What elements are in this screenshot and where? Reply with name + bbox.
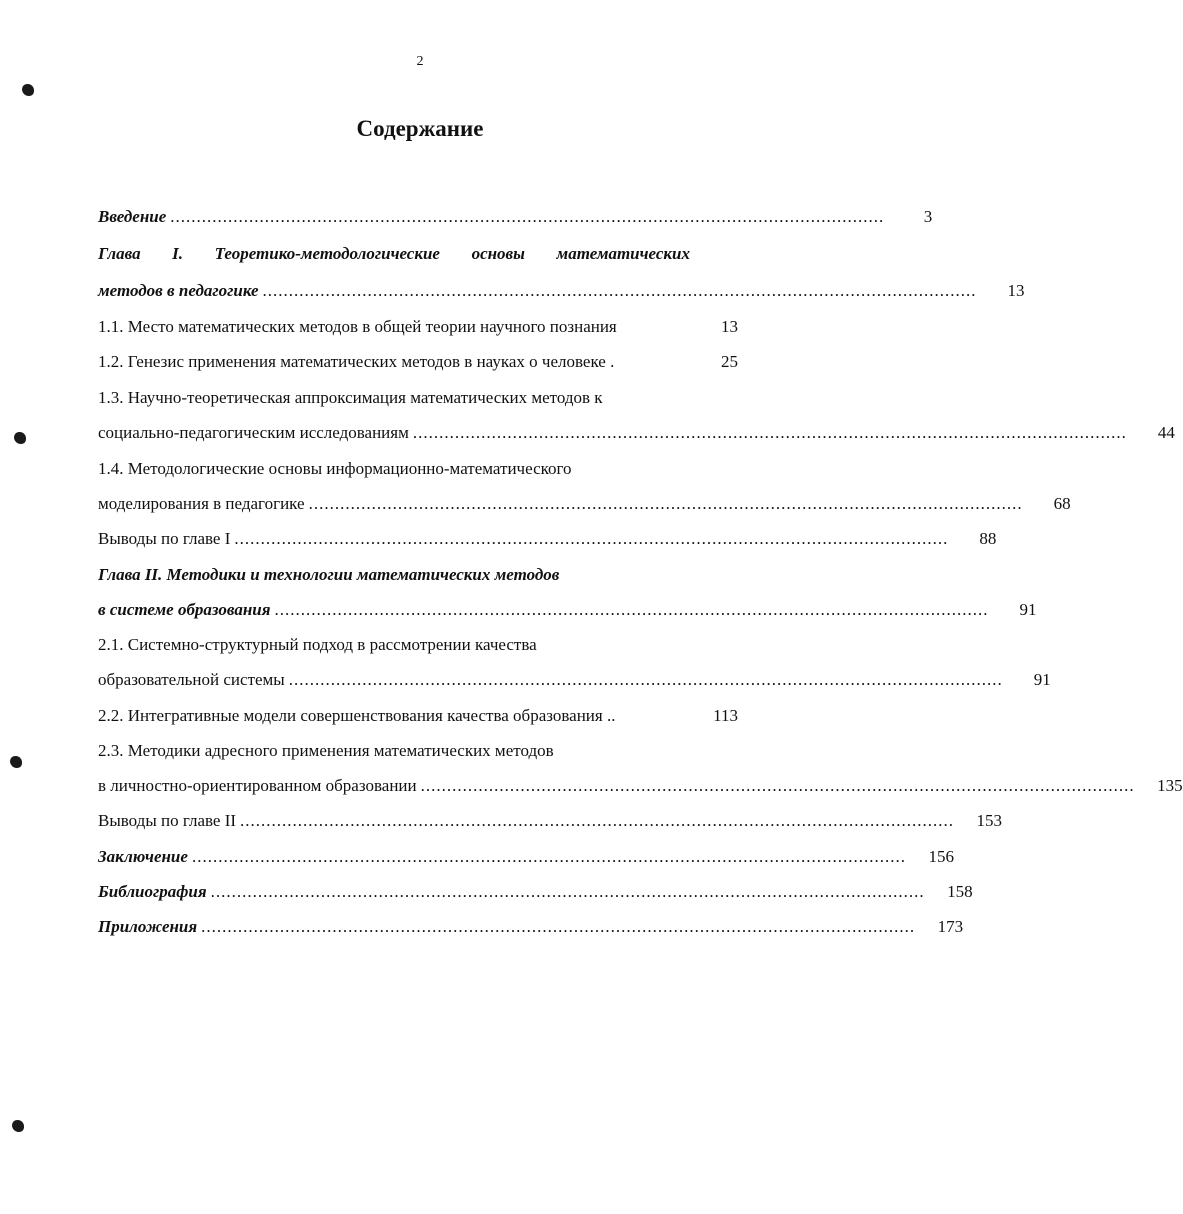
leader-dots: ........................................................................................................................................ xyxy=(420,776,1135,795)
toc-entry-conclusion[interactable]: Заключение ........................................................................................................................................ 156 xyxy=(98,844,738,870)
page-title: Содержание xyxy=(356,116,484,141)
leader-dots: ........................................................................................................................................ xyxy=(210,882,925,901)
toc-entry-conclusions-2[interactable]: Выводы по главе II ........................................................................................................................................ 153 xyxy=(98,808,738,834)
leader-dots: ........................................................................................................................................ xyxy=(240,811,955,830)
leader-dots: ........................................................................................................................................ xyxy=(234,529,949,548)
toc-entry-conclusions-1[interactable]: Выводы по главе I ........................................................................................................................................ 88 xyxy=(98,526,738,552)
leader-dots: ........................................................................................................................................ xyxy=(274,600,989,619)
toc-entry-2-1-title[interactable]: 2.1. Системно-структурный подход в рассмотрении качества xyxy=(98,635,537,654)
toc-entry-1-3-title[interactable]: 1.3. Научно-теоретическая аппроксимация математических методов к xyxy=(98,388,603,407)
toc-entry-1-4[interactable]: моделирования в педагогике ........................................................................................................................................ 68 xyxy=(98,491,738,517)
toc-entry-appendices[interactable]: Приложения ........................................................................................................................................ 173 xyxy=(98,914,738,940)
leader-dots: ........................................................................................................................................ xyxy=(170,207,885,226)
toc-entry-2-3[interactable]: в личностно-ориентированном образовании ........................................................................................................................................ 135 xyxy=(98,773,738,799)
toc-entry-chapter1-title[interactable]: Глава I. Теоретико-методологические основы математических xyxy=(98,244,690,263)
toc-entry-2-2[interactable]: 2.2. Интегративные модели совершенствования качества образования .. 113 xyxy=(98,706,738,725)
toc-entry-2-3-title[interactable]: 2.3. Методики адресного применения математических методов xyxy=(98,741,554,760)
toc-entry-1-3[interactable]: социально-педагогическим исследованиям ........................................................................................................................................ 44 xyxy=(98,420,738,446)
toc-entry-1-2[interactable]: 1.2. Генезис применения математических методов в науках о человеке . 25 xyxy=(98,352,738,371)
page-number: 2 xyxy=(416,54,424,69)
leader-dots: ........................................................................................................................................ xyxy=(288,670,1003,689)
leader-dots: ........................................................................................................................................ xyxy=(262,281,977,300)
toc-entry-chapter1[interactable]: методов в педагогике ........................................................................................................................................ 13 xyxy=(98,278,738,304)
toc-entry-1-4-title[interactable]: 1.4. Методологические основы информационно-математического xyxy=(98,459,572,478)
toc-entry-chapter2[interactable]: в системе образования ........................................................................................................................................ 91 xyxy=(98,597,738,623)
toc-entry-chapter2-title[interactable]: Глава II. Методики и технологии математических методов xyxy=(98,565,560,584)
toc-entry-introduction[interactable]: Введение ........................................................................................................................................ 3 xyxy=(98,204,738,230)
toc-entry-1-1[interactable]: 1.1. Место математических методов в общей теории научного познания 13 xyxy=(98,317,738,336)
toc-entry-2-1[interactable]: образовательной системы ........................................................................................................................................ 91 xyxy=(98,667,738,693)
leader-dots: ........................................................................................................................................ xyxy=(201,917,916,936)
toc-entry-bibliography[interactable]: Библиография ........................................................................................................................................ 158 xyxy=(98,879,738,905)
leader-dots: ........................................................................................................................................ xyxy=(191,847,906,866)
leader-dots: ........................................................................................................................................ xyxy=(412,423,1127,442)
leader-dots: ........................................................................................................................................ xyxy=(308,494,1023,513)
